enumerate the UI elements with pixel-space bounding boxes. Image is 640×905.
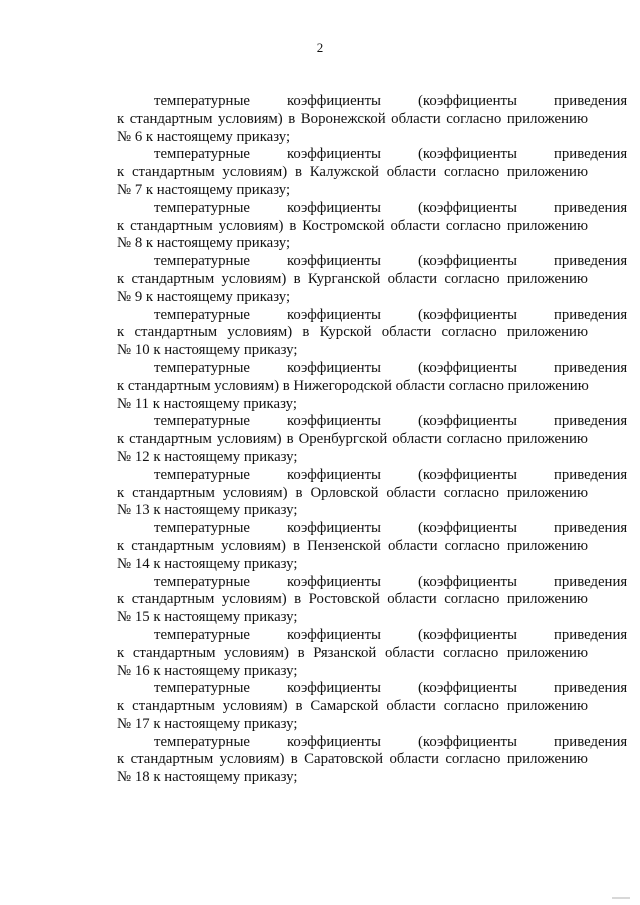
word-4: приведения (553, 199, 628, 216)
paragraph-line-1 (80, 253, 628, 271)
word-2: коэффициенты (286, 466, 381, 483)
word-1: температурные (154, 199, 250, 216)
word-4: приведения (553, 733, 628, 750)
word-2: коэффициенты (286, 573, 381, 590)
list-item (80, 733, 628, 787)
list-item (80, 199, 628, 253)
paragraph-line-2: к стандартным условиям) в Оренбургской области согласно приложению (117, 431, 588, 448)
word-4: приведения (553, 466, 628, 483)
word-4: приведения (553, 626, 628, 643)
paragraph-line-1 (80, 93, 628, 111)
paragraph-line-1 (80, 520, 628, 538)
list-item (80, 93, 628, 146)
word-4: приведения (553, 359, 628, 376)
word-1: температурные (154, 413, 250, 430)
list-item (80, 413, 628, 466)
paragraph-line-2: к стандартным условиям) в Калужской области согласно приложению (117, 164, 588, 181)
word-4: приведения (553, 413, 628, 430)
paragraph-line-2: к стандартным условиям) в Рязанской области согласно приложению (117, 644, 588, 661)
paragraph-line-1 (80, 733, 628, 752)
word-2: коэффициенты (286, 199, 381, 216)
paragraph-line-3: № 15 к настоящему приказу; (117, 609, 298, 626)
word-2: коэффициенты (286, 520, 381, 537)
paragraph-line-1 (80, 573, 628, 592)
word-1: температурные (154, 359, 250, 376)
word-3: (коэффициенты (418, 253, 517, 270)
word-3: (коэффициенты (418, 573, 517, 590)
list-item (80, 146, 628, 199)
list-item (80, 573, 628, 627)
paragraph-line-2: к стандартным условиям) в Костромской области согласно приложению (117, 217, 588, 234)
word-3: (коэффициенты (418, 93, 517, 109)
word-2: коэффициенты (286, 680, 381, 697)
paragraph-line-2: к стандартным условиям) в Самарской области согласно приложению (117, 698, 588, 715)
paragraph-line-1 (80, 306, 628, 325)
paragraph-line-3: № 13 к настоящему приказу; (117, 502, 298, 519)
word-3: (коэффициенты (418, 733, 517, 750)
word-3: (коэффициенты (418, 199, 517, 216)
paragraph-line-2: к стандартным условиям) в Саратовской области согласно приложению (117, 751, 588, 768)
paragraph-line-3: № 11 к настоящему приказу; (117, 395, 297, 412)
word-2: коэффициенты (286, 733, 381, 750)
word-1: температурные (154, 733, 250, 750)
word-3: (коэффициенты (418, 413, 517, 430)
word-1: температурные (154, 93, 250, 109)
paragraph-line-3: № 9 к настоящему приказу; (117, 288, 291, 305)
word-1: температурные (154, 146, 250, 163)
word-1: температурные (154, 306, 250, 323)
paragraph-list (80, 93, 628, 787)
word-4: приведения (553, 306, 628, 323)
word-1: температурные (154, 520, 250, 537)
list-item (80, 626, 628, 680)
word-3: (коэффициенты (418, 466, 517, 483)
list-item (80, 306, 628, 360)
word-1: температурные (154, 680, 250, 697)
paragraph-line-2: к стандартным условиям) в Курской области согласно приложению (117, 324, 588, 341)
word-3: (коэффициенты (418, 359, 517, 376)
list-item (80, 253, 628, 306)
list-item (80, 359, 628, 413)
word-2: коэффициенты (286, 359, 381, 376)
document-body (80, 93, 628, 787)
paragraph-line-3: № 10 к настоящему приказу; (117, 342, 298, 359)
word-1: температурные (154, 466, 250, 483)
word-4: приведения (553, 520, 628, 537)
paragraph-line-3: № 14 к настоящему приказу; (117, 555, 298, 572)
paragraph-line-3: № 8 к настоящему приказу; (117, 235, 291, 252)
paragraph-line-3: № 12 к настоящему приказу; (117, 448, 298, 465)
paragraph-line-3: № 16 к настоящему приказу; (117, 662, 298, 679)
paragraph-line-1 (80, 199, 628, 218)
word-3: (коэффициенты (418, 680, 517, 697)
word-4: приведения (553, 680, 628, 697)
word-2: коэффициенты (286, 626, 381, 643)
list-item (80, 520, 628, 573)
paragraph-line-1 (80, 146, 628, 164)
paragraph-line-1 (80, 626, 628, 645)
paragraph-line-2: к стандартным условиям) в Пензенской области согласно приложению (117, 537, 588, 554)
paragraph-line-1 (80, 680, 628, 698)
word-3: (коэффициенты (418, 626, 517, 643)
word-1: температурные (154, 573, 250, 590)
word-4: приведения (553, 573, 628, 590)
word-4: приведения (553, 146, 628, 163)
paragraph-line-2: к стандартным условиям) в Нижегородской области согласно приложению (117, 377, 589, 394)
paragraph-line-2: к стандартным условиям) в Ростовской области согласно приложению (117, 591, 588, 608)
word-3: (коэффициенты (418, 146, 517, 163)
paragraph-line-1 (80, 359, 628, 378)
list-item (80, 680, 628, 733)
word-2: коэффициенты (286, 413, 381, 430)
word-1: температурные (154, 253, 250, 270)
paragraph-line-2: к стандартным условиям) в Орловской области согласно приложению (117, 484, 588, 501)
paragraph-line-1 (80, 466, 628, 485)
paragraph-line-3: № 18 к настоящему приказу; (117, 769, 298, 786)
word-2: коэффициенты (286, 306, 381, 323)
list-item (80, 466, 628, 520)
page-number: 2 (316, 40, 324, 55)
word-2: коэффициенты (286, 93, 381, 109)
paragraph-line-3: № 17 к настоящему приказу; (117, 715, 298, 732)
word-2: коэффициенты (286, 253, 381, 270)
paragraph-line-1 (80, 413, 628, 431)
word-3: (коэффициенты (418, 520, 517, 537)
word-2: коэффициенты (286, 146, 381, 163)
scan-edge-mark (612, 897, 630, 899)
word-3: (коэффициенты (418, 306, 517, 323)
word-4: приведения (553, 93, 628, 109)
paragraph-line-2: к стандартным условиям) в Воронежской области согласно приложению (117, 110, 588, 127)
paragraph-line-3: № 6 к настоящему приказу; (117, 128, 291, 145)
word-1: температурные (154, 626, 250, 643)
paragraph-line-2: к стандартным условиям) в Курганской области согласно приложению (117, 270, 588, 287)
paragraph-line-3: № 7 к настоящему приказу; (117, 181, 291, 198)
word-4: приведения (553, 253, 628, 270)
